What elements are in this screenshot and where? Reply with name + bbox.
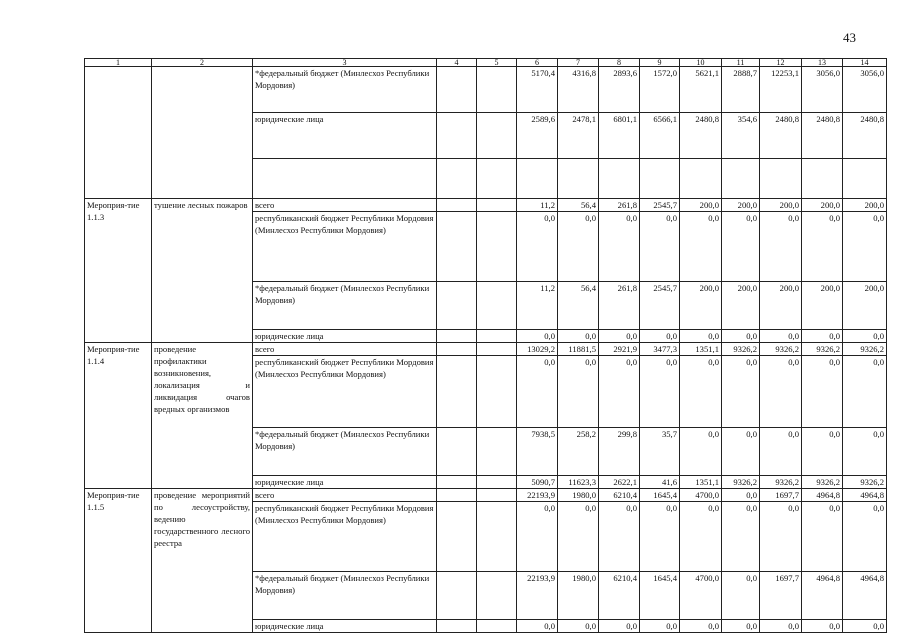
empty-cell — [517, 159, 558, 199]
value-cell: 0,0 — [802, 356, 843, 428]
value-cell: 0,0 — [802, 212, 843, 282]
empty-cell — [477, 199, 517, 212]
column-header: 1 — [85, 59, 152, 67]
value-cell: 1980,0 — [558, 572, 599, 620]
value-cell: 2545,7 — [640, 199, 680, 212]
value-cell: 0,0 — [599, 502, 640, 572]
funding-source: *федеральный бюджет (Минлесхоз Республики Мордовия) — [253, 572, 437, 620]
value-cell: 0,0 — [517, 330, 558, 343]
value-cell: 0,0 — [722, 330, 760, 343]
value-cell: 299,8 — [599, 428, 640, 476]
funding-source: республиканский бюджет Республики Мордовия (Минлесхоз Республики Мордовия) — [253, 502, 437, 572]
column-header: 5 — [477, 59, 517, 67]
value-cell: 3056,0 — [843, 67, 887, 113]
value-cell: 6801,1 — [599, 113, 640, 159]
empty-cell — [558, 159, 599, 199]
value-cell: 200,0 — [680, 199, 722, 212]
empty-cell — [477, 489, 517, 502]
value-cell: 0,0 — [760, 330, 802, 343]
empty-cell — [477, 356, 517, 428]
value-cell: 0,0 — [640, 330, 680, 343]
column-header: 4 — [437, 59, 477, 67]
empty-cell — [437, 620, 477, 633]
empty-cell — [477, 572, 517, 620]
empty-cell — [477, 330, 517, 343]
value-cell: 9326,2 — [843, 343, 887, 356]
empty-cell — [599, 159, 640, 199]
funding-source: всего — [253, 489, 437, 502]
column-header: 2 — [152, 59, 253, 67]
value-cell: 11,2 — [517, 199, 558, 212]
funding-source: юридические лица — [253, 330, 437, 343]
value-cell: 0,0 — [722, 428, 760, 476]
budget-table — [84, 58, 887, 633]
value-cell: 2893,6 — [599, 67, 640, 113]
column-header: 10 — [680, 59, 722, 67]
value-cell: 9326,2 — [722, 476, 760, 489]
funding-source: юридические лица — [253, 476, 437, 489]
value-cell: 41,6 — [640, 476, 680, 489]
value-cell: 1351,1 — [680, 476, 722, 489]
measure-name: проведение профилактики возникновения, локализация и ликвидация очагов вредных организмов — [152, 343, 253, 489]
value-cell: 0,0 — [843, 620, 887, 633]
column-header: 3 — [253, 59, 437, 67]
funding-source: юридические лица — [253, 620, 437, 633]
measure-code: Мероприя-тие 1.1.4 — [85, 343, 152, 489]
value-cell: 2622,1 — [599, 476, 640, 489]
empty-cell — [437, 282, 477, 330]
column-header: 11 — [722, 59, 760, 67]
value-cell: 13029,2 — [517, 343, 558, 356]
value-cell: 9326,2 — [802, 343, 843, 356]
value-cell: 9326,2 — [722, 343, 760, 356]
value-cell: 0,0 — [760, 502, 802, 572]
measure-name: проведение мероприятий по лесоустройству, ведению государственного лесного реестра — [152, 489, 253, 633]
empty-cell — [85, 67, 152, 199]
value-cell: 0,0 — [843, 428, 887, 476]
empty-cell — [437, 356, 477, 428]
value-cell: 0,0 — [558, 330, 599, 343]
value-cell: 0,0 — [558, 356, 599, 428]
value-cell: 1980,0 — [558, 489, 599, 502]
value-cell: 0,0 — [680, 212, 722, 282]
column-header: 14 — [843, 59, 887, 67]
value-cell: 0,0 — [843, 356, 887, 428]
empty-cell — [437, 476, 477, 489]
empty-cell — [477, 113, 517, 159]
funding-source: всего — [253, 199, 437, 212]
value-cell: 5621,1 — [680, 67, 722, 113]
value-cell: 261,8 — [599, 199, 640, 212]
value-cell: 1697,7 — [760, 489, 802, 502]
empty-cell — [477, 476, 517, 489]
empty-cell — [437, 212, 477, 282]
empty-cell — [477, 67, 517, 113]
value-cell: 12253,1 — [760, 67, 802, 113]
empty-cell — [437, 199, 477, 212]
value-cell: 2480,8 — [843, 113, 887, 159]
column-header: 13 — [802, 59, 843, 67]
value-cell: 200,0 — [760, 282, 802, 330]
value-cell: 2480,8 — [760, 113, 802, 159]
value-cell: 22193,9 — [517, 489, 558, 502]
measure-code: Мероприя-тие 1.1.5 — [85, 489, 152, 633]
value-cell: 0,0 — [640, 502, 680, 572]
value-cell: 0,0 — [760, 212, 802, 282]
value-cell: 6210,4 — [599, 489, 640, 502]
value-cell: 2480,8 — [680, 113, 722, 159]
value-cell: 0,0 — [558, 212, 599, 282]
value-cell: 200,0 — [843, 199, 887, 212]
value-cell: 0,0 — [680, 620, 722, 633]
funding-source: *федеральный бюджет (Минлесхоз Республики Мордовия) — [253, 428, 437, 476]
value-cell: 1697,7 — [760, 572, 802, 620]
value-cell: 0,0 — [802, 502, 843, 572]
value-cell: 0,0 — [722, 572, 760, 620]
value-cell: 0,0 — [558, 620, 599, 633]
empty-cell — [802, 159, 843, 199]
value-cell: 0,0 — [843, 330, 887, 343]
value-cell: 9326,2 — [760, 343, 802, 356]
value-cell: 2545,7 — [640, 282, 680, 330]
empty-cell — [640, 159, 680, 199]
column-header: 7 — [558, 59, 599, 67]
value-cell: 258,2 — [558, 428, 599, 476]
value-cell: 11623,3 — [558, 476, 599, 489]
value-cell: 0,0 — [722, 502, 760, 572]
value-cell: 35,7 — [640, 428, 680, 476]
value-cell: 0,0 — [760, 620, 802, 633]
empty-cell — [477, 620, 517, 633]
value-cell: 0,0 — [722, 356, 760, 428]
value-cell: 0,0 — [680, 502, 722, 572]
value-cell: 56,4 — [558, 199, 599, 212]
empty-cell — [437, 489, 477, 502]
value-cell: 1645,4 — [640, 489, 680, 502]
table-row — [85, 489, 887, 502]
value-cell: 4316,8 — [558, 67, 599, 113]
value-cell: 1351,1 — [680, 343, 722, 356]
value-cell: 0,0 — [517, 212, 558, 282]
value-cell: 0,0 — [802, 620, 843, 633]
funding-source: республиканский бюджет Республики Мордовия (Минлесхоз Республики Мордовия) — [253, 356, 437, 428]
column-header: 8 — [599, 59, 640, 67]
value-cell: 0,0 — [680, 356, 722, 428]
value-cell: 0,0 — [760, 356, 802, 428]
value-cell: 4964,8 — [802, 489, 843, 502]
value-cell: 200,0 — [843, 282, 887, 330]
value-cell: 3477,3 — [640, 343, 680, 356]
empty-cell — [437, 159, 477, 199]
value-cell: 4964,8 — [843, 572, 887, 620]
page-number: 43 — [843, 30, 856, 45]
value-cell: 0,0 — [722, 620, 760, 633]
empty-cell — [437, 502, 477, 572]
value-cell: 200,0 — [802, 282, 843, 330]
empty-cell — [437, 330, 477, 343]
value-cell: 4964,8 — [843, 489, 887, 502]
value-cell: 0,0 — [517, 502, 558, 572]
measure-code: Мероприя-тие 1.1.3 — [85, 199, 152, 343]
value-cell: 9326,2 — [843, 476, 887, 489]
funding-source: юридические лица — [253, 113, 437, 159]
value-cell: 0,0 — [680, 428, 722, 476]
value-cell: 0,0 — [680, 330, 722, 343]
value-cell: 0,0 — [722, 489, 760, 502]
empty-cell — [477, 343, 517, 356]
empty-cell — [843, 159, 887, 199]
table-row — [85, 343, 887, 356]
value-cell: 0,0 — [599, 330, 640, 343]
empty-cell — [477, 159, 517, 199]
empty-cell — [437, 113, 477, 159]
value-cell: 1572,0 — [640, 67, 680, 113]
empty-cell — [722, 159, 760, 199]
value-cell: 2478,1 — [558, 113, 599, 159]
value-cell: 261,8 — [599, 282, 640, 330]
value-cell: 0,0 — [640, 356, 680, 428]
funding-source: *федеральный бюджет (Минлесхоз Республики Мордовия) — [253, 67, 437, 113]
value-cell: 22193,9 — [517, 572, 558, 620]
value-cell: 3056,0 — [802, 67, 843, 113]
value-cell: 0,0 — [722, 212, 760, 282]
value-cell: 0,0 — [843, 212, 887, 282]
value-cell: 0,0 — [599, 212, 640, 282]
empty-cell — [152, 67, 253, 199]
table-row — [85, 199, 887, 212]
empty-cell — [477, 212, 517, 282]
value-cell: 0,0 — [640, 620, 680, 633]
empty-cell — [680, 159, 722, 199]
value-cell: 56,4 — [558, 282, 599, 330]
empty-cell — [253, 159, 437, 199]
value-cell: 200,0 — [802, 199, 843, 212]
empty-cell — [477, 428, 517, 476]
empty-cell — [437, 428, 477, 476]
value-cell: 9326,2 — [760, 476, 802, 489]
value-cell: 2888,7 — [722, 67, 760, 113]
empty-cell — [477, 282, 517, 330]
column-header: 12 — [760, 59, 802, 67]
value-cell: 0,0 — [802, 330, 843, 343]
table-row — [85, 67, 887, 113]
value-cell: 200,0 — [722, 199, 760, 212]
value-cell: 7938,5 — [517, 428, 558, 476]
value-cell: 200,0 — [760, 199, 802, 212]
value-cell: 5090,7 — [517, 476, 558, 489]
value-cell: 200,0 — [722, 282, 760, 330]
value-cell: 0,0 — [802, 428, 843, 476]
header-row — [85, 59, 887, 67]
value-cell: 9326,2 — [802, 476, 843, 489]
value-cell: 6566,1 — [640, 113, 680, 159]
value-cell: 0,0 — [517, 356, 558, 428]
value-cell: 0,0 — [558, 502, 599, 572]
value-cell: 11,2 — [517, 282, 558, 330]
value-cell: 0,0 — [599, 356, 640, 428]
value-cell: 5170,4 — [517, 67, 558, 113]
empty-cell — [477, 502, 517, 572]
value-cell: 0,0 — [760, 428, 802, 476]
value-cell: 2589,6 — [517, 113, 558, 159]
empty-cell — [437, 67, 477, 113]
value-cell: 0,0 — [640, 212, 680, 282]
empty-cell — [437, 572, 477, 620]
funding-source: всего — [253, 343, 437, 356]
value-cell: 6210,4 — [599, 572, 640, 620]
measure-name: тушение лесных пожаров — [152, 199, 253, 343]
value-cell: 4964,8 — [802, 572, 843, 620]
value-cell: 2921,9 — [599, 343, 640, 356]
column-header: 6 — [517, 59, 558, 67]
value-cell: 0,0 — [517, 620, 558, 633]
empty-cell — [437, 343, 477, 356]
value-cell: 200,0 — [680, 282, 722, 330]
value-cell: 4700,0 — [680, 489, 722, 502]
empty-cell — [760, 159, 802, 199]
value-cell: 354,6 — [722, 113, 760, 159]
value-cell: 4700,0 — [680, 572, 722, 620]
funding-source: *федеральный бюджет (Минлесхоз Республики Мордовия) — [253, 282, 437, 330]
value-cell: 0,0 — [843, 502, 887, 572]
value-cell: 0,0 — [599, 620, 640, 633]
column-header: 9 — [640, 59, 680, 67]
value-cell: 2480,8 — [802, 113, 843, 159]
value-cell: 1645,4 — [640, 572, 680, 620]
funding-source: республиканский бюджет Республики Мордовия (Минлесхоз Республики Мордовия) — [253, 212, 437, 282]
value-cell: 11881,5 — [558, 343, 599, 356]
